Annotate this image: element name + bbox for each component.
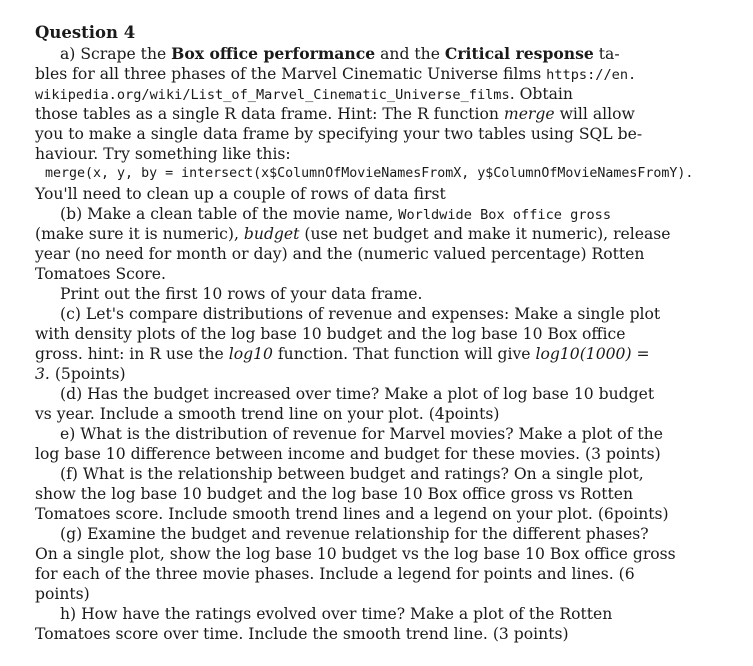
part-a-line-2	[35, 64, 636, 84]
text: (make sure it is numeric),	[35, 225, 244, 243]
critical-response-term: Critical response	[444, 44, 594, 63]
worldwide-gross-term: Worldwide Box office gross	[398, 207, 612, 223]
question-title: Question 4	[35, 23, 136, 42]
part-g-line-3: for each of the three movie phases. Include a legend for points and lines. (6	[35, 565, 635, 583]
part-g-line-4: points)	[35, 585, 90, 603]
part-a-line-4	[35, 104, 635, 124]
part-c-line-3	[35, 344, 650, 364]
merge-function: merge	[503, 105, 555, 123]
log10-example: log10(1000) =	[535, 345, 650, 363]
text: (b) Make a clean table of the movie name,	[60, 205, 399, 223]
part-e-line-1: e) What is the distribution of revenue for Marvel movies? Make a plot of the	[60, 425, 663, 443]
text: gross. hint: in R use the	[35, 345, 229, 363]
part-c-line-2: with density plots of the log base 10 budget and the log base 10 Box office	[35, 325, 626, 343]
part-f-line-2: show the log base 10 budget and the log base 10 Box office gross vs Rotten	[35, 485, 634, 503]
text: function. That function will give	[272, 345, 536, 363]
part-g-line-2: On a single plot, show the log base 10 budget vs the log base 10 Box office gross	[35, 545, 676, 563]
part-b-line-2	[35, 224, 671, 244]
part-d-line-1: (d) Has the budget increased over time? Make a plot of log base 10 budget	[60, 385, 655, 403]
part-b-line-1	[60, 204, 611, 224]
part-h-line-1: h) How have the ratings evolved over time? Make a plot of the Rotten	[60, 605, 613, 623]
part-a-line-1	[60, 44, 620, 64]
merge-code-example: merge(x, y, by = intersect(x$ColumnOfMovieNamesFromX, y$ColumnOfMovieNamesFromY).	[45, 166, 694, 181]
text: will allow	[554, 105, 635, 123]
text: ta-	[593, 45, 620, 63]
part-d-line-2: vs year. Include a smooth trend line on your plot. (4points)	[35, 405, 500, 423]
part-f-line-1: (f) What is the relationship between budget and ratings? On a single plot,	[60, 465, 644, 483]
part-a-line-6: haviour. Try something like this:	[35, 145, 291, 163]
text: . Obtain	[509, 85, 573, 103]
part-c-line-1: (c) Let's compare distributions of revenue and expenses: Make a single plot	[60, 305, 661, 323]
part-g-line-1: (g) Examine the budget and revenue relationship for the different phases?	[60, 525, 649, 543]
text: (5points)	[49, 365, 126, 383]
log10-function: log10	[228, 345, 273, 363]
part-a-line-5: you to make a single data frame by specifying your two tables using SQL be-	[35, 125, 643, 143]
part-e-line-2: log base 10 difference between income and budget for these movies. (3 points)	[35, 445, 661, 463]
part-a-line-8: You'll need to clean up a couple of rows of data first	[35, 185, 446, 203]
part-h-line-2: Tomatoes score over time. Include the smooth trend line. (3 points)	[35, 625, 569, 643]
text: those tables as a single R data frame. Hint: The R function	[35, 105, 504, 123]
budget-term: budget	[243, 225, 300, 243]
box-office-term: Box office performance	[171, 44, 376, 63]
url-link[interactable]: wikipedia.org/wiki/List_of_Marvel_Cinematic_Universe_films	[35, 87, 510, 103]
part-b-line-4: Tomatoes Score.	[35, 265, 166, 283]
text: bles for all three phases of the Marvel Cinematic Universe films	[35, 65, 547, 83]
part-c-line-4	[35, 364, 126, 384]
part-f-line-3: Tomatoes score. Include smooth trend lines and a legend on your plot. (6points)	[35, 505, 669, 523]
text: a) Scrape the	[60, 45, 172, 63]
url-link[interactable]: https://en.	[546, 67, 637, 83]
text: and the	[375, 45, 445, 63]
part-a-line-3	[35, 84, 573, 104]
part-b-line-3: year (no need for month or day) and the (numeric valued percentage) Rotten	[35, 245, 645, 263]
log10-result: 3.	[35, 365, 50, 383]
part-b-line-5: Print out the first 10 rows of your data frame.	[60, 285, 423, 303]
text: (use net budget and make it numeric), release	[299, 225, 671, 243]
